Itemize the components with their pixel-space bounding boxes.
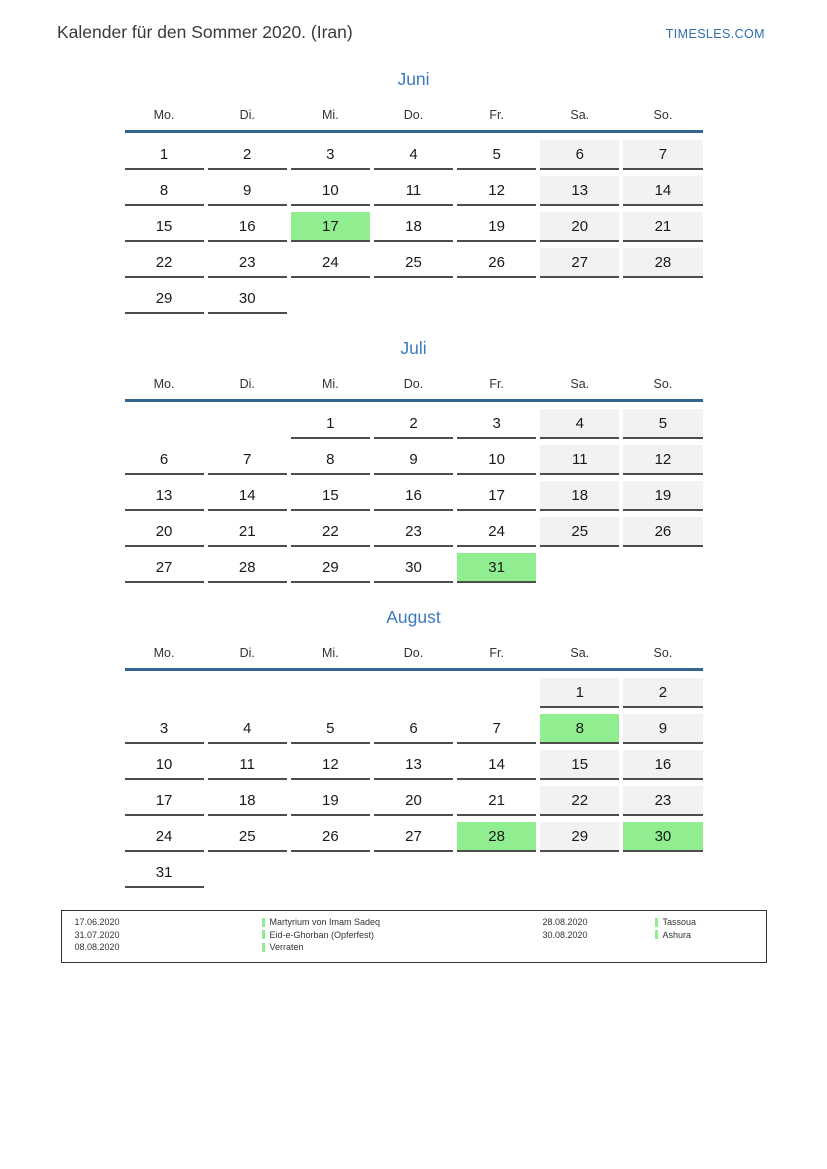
month-title: August <box>386 607 441 627</box>
day-cell: 30 <box>208 284 287 314</box>
legend-date: 31.07.2020 <box>74 929 120 940</box>
legend-label: Verraten <box>269 942 304 952</box>
weekday-label: Di. <box>239 377 255 391</box>
day-cell: 5 <box>457 140 536 170</box>
day-cell: 24 <box>291 248 370 278</box>
day-cell: 22 <box>291 517 370 547</box>
weekday-label: Fr. <box>489 646 504 660</box>
watermark-link[interactable]: TIMESLES.COM <box>665 27 765 41</box>
weekday-label: Di. <box>239 108 255 122</box>
day-cell: 9 <box>623 714 702 744</box>
legend-item <box>262 929 543 942</box>
day-cell-empty <box>208 678 287 708</box>
day-cell: 23 <box>374 517 453 547</box>
day-cell: 4 <box>374 140 453 170</box>
day-cell-holiday: 17 <box>291 212 370 242</box>
day-cell-holiday: 8 <box>540 714 619 744</box>
legend-items-right <box>655 916 754 954</box>
day-cell: 3 <box>291 140 370 170</box>
weekday-label: Mi. <box>322 108 339 122</box>
weekday-label: Di. <box>239 646 255 660</box>
legend-label: Ashura <box>662 929 692 940</box>
day-cell: 12 <box>291 750 370 780</box>
day-cell: 14 <box>457 750 536 780</box>
day-cell: 18 <box>540 481 619 511</box>
weekday-label: Mi. <box>322 377 339 391</box>
day-cell: 17 <box>125 786 204 816</box>
page-title: Kalender für den Sommer 2020. (Iran) <box>57 22 353 42</box>
month-juni <box>125 67 703 314</box>
day-cell: 3 <box>125 714 204 744</box>
legend-item <box>262 916 543 929</box>
month-title: Juni <box>397 69 430 89</box>
day-cell: 18 <box>208 786 287 816</box>
day-cell: 14 <box>208 481 287 511</box>
day-cell: 4 <box>208 714 287 744</box>
day-cell: 28 <box>623 248 702 278</box>
holiday-marker-icon <box>655 930 658 939</box>
day-cell: 1 <box>540 678 619 708</box>
header <box>0 0 827 43</box>
day-cell: 16 <box>208 212 287 242</box>
day-cell: 5 <box>623 409 702 439</box>
month-juli <box>125 336 703 583</box>
month-grid <box>125 409 703 583</box>
day-cell: 6 <box>374 714 453 744</box>
day-cell: 27 <box>374 822 453 852</box>
holiday-marker-icon <box>262 918 265 927</box>
day-cell: 25 <box>208 822 287 852</box>
weekday-header-row <box>125 645 703 671</box>
day-cell: 14 <box>623 176 702 206</box>
weekday-label: Mi. <box>322 646 339 660</box>
legend-item <box>655 916 754 929</box>
legend-label: Tassoua <box>662 917 697 927</box>
day-cell: 2 <box>623 678 702 708</box>
day-cell: 5 <box>291 714 370 744</box>
legend-date: 17.06.2020 <box>74 917 120 927</box>
day-cell: 7 <box>623 140 702 170</box>
day-cell: 12 <box>457 176 536 206</box>
day-cell: 28 <box>208 553 287 583</box>
legend-date: 30.08.2020 <box>542 929 588 940</box>
day-cell: 16 <box>374 481 453 511</box>
day-cell: 22 <box>540 786 619 816</box>
day-cell-empty <box>125 678 204 708</box>
weekday-header-row <box>125 376 703 402</box>
weekday-label: Sa. <box>570 377 590 391</box>
day-cell-empty <box>125 409 204 439</box>
day-cell-holiday: 31 <box>457 553 536 583</box>
day-cell: 22 <box>125 248 204 278</box>
legend-date: 08.08.2020 <box>74 942 120 952</box>
day-cell: 20 <box>374 786 453 816</box>
day-cell: 1 <box>125 140 204 170</box>
day-cell: 29 <box>540 822 619 852</box>
day-cell-empty <box>457 678 536 708</box>
weekday-label: So. <box>653 646 673 660</box>
weekday-label: So. <box>653 108 673 122</box>
day-cell-empty <box>291 678 370 708</box>
day-cell: 26 <box>623 517 702 547</box>
day-cell: 23 <box>208 248 287 278</box>
weekday-label: Fr. <box>489 377 504 391</box>
day-cell: 6 <box>540 140 619 170</box>
day-cell: 11 <box>540 445 619 475</box>
weekday-label: So. <box>653 377 673 391</box>
legend-box <box>61 910 767 963</box>
day-cell: 11 <box>374 176 453 206</box>
weekday-label: Mo. <box>153 646 175 660</box>
holiday-marker-icon <box>262 930 265 939</box>
day-cell: 24 <box>457 517 536 547</box>
months <box>0 67 827 888</box>
weekday-label: Mo. <box>153 377 175 391</box>
day-cell: 4 <box>540 409 619 439</box>
day-cell: 12 <box>623 445 702 475</box>
weekday-label: Sa. <box>570 646 590 660</box>
legend-item <box>655 929 754 942</box>
month-grid <box>125 678 703 888</box>
legend-dates-right <box>543 916 655 954</box>
day-cell: 13 <box>374 750 453 780</box>
month-title: Juli <box>400 338 427 358</box>
day-cell: 9 <box>208 176 287 206</box>
day-cell: 30 <box>374 553 453 583</box>
day-cell: 21 <box>457 786 536 816</box>
day-cell: 17 <box>457 481 536 511</box>
day-cell: 6 <box>125 445 204 475</box>
day-cell: 1 <box>291 409 370 439</box>
day-cell: 29 <box>291 553 370 583</box>
day-cell: 7 <box>208 445 287 475</box>
day-cell: 24 <box>125 822 204 852</box>
day-cell: 2 <box>374 409 453 439</box>
day-cell: 8 <box>291 445 370 475</box>
weekday-label: Do. <box>403 377 424 391</box>
legend-dates-left <box>75 916 262 954</box>
weekday-label: Mo. <box>153 108 175 122</box>
day-cell: 31 <box>125 858 204 888</box>
day-cell: 27 <box>125 553 204 583</box>
day-cell: 18 <box>374 212 453 242</box>
day-cell: 16 <box>623 750 702 780</box>
day-cell: 7 <box>457 714 536 744</box>
day-cell-empty <box>208 409 287 439</box>
weekday-label: Do. <box>403 108 424 122</box>
day-cell-holiday: 30 <box>623 822 702 852</box>
day-cell: 11 <box>208 750 287 780</box>
day-cell: 20 <box>540 212 619 242</box>
day-cell: 21 <box>623 212 702 242</box>
day-cell: 13 <box>125 481 204 511</box>
day-cell: 15 <box>540 750 619 780</box>
legend-label: Martyrium von Imam Sadeq <box>269 917 381 927</box>
day-cell: 29 <box>125 284 204 314</box>
holiday-marker-icon <box>262 943 265 952</box>
day-cell: 3 <box>457 409 536 439</box>
holiday-marker-icon <box>655 918 658 927</box>
day-cell: 21 <box>208 517 287 547</box>
month-grid <box>125 140 703 314</box>
day-cell: 9 <box>374 445 453 475</box>
day-cell: 25 <box>374 248 453 278</box>
day-cell: 15 <box>291 481 370 511</box>
day-cell: 27 <box>540 248 619 278</box>
day-cell: 25 <box>540 517 619 547</box>
legend-label: Eid-e-Ghorban (Opferfest) <box>269 929 375 940</box>
day-cell: 19 <box>291 786 370 816</box>
weekday-label: Sa. <box>570 108 590 122</box>
day-cell: 19 <box>623 481 702 511</box>
day-cell: 23 <box>623 786 702 816</box>
weekday-header-row <box>125 107 703 133</box>
weekday-label: Do. <box>403 646 424 660</box>
day-cell: 19 <box>457 212 536 242</box>
day-cell: 20 <box>125 517 204 547</box>
day-cell: 26 <box>457 248 536 278</box>
day-cell-empty <box>374 678 453 708</box>
day-cell: 2 <box>208 140 287 170</box>
day-cell: 10 <box>125 750 204 780</box>
legend-date: 28.08.2020 <box>542 917 588 927</box>
day-cell: 8 <box>125 176 204 206</box>
month-august <box>125 605 703 888</box>
legend-item <box>262 941 543 954</box>
day-cell: 26 <box>291 822 370 852</box>
weekday-label: Fr. <box>489 108 504 122</box>
day-cell-holiday: 28 <box>457 822 536 852</box>
day-cell: 15 <box>125 212 204 242</box>
day-cell: 10 <box>291 176 370 206</box>
day-cell: 10 <box>457 445 536 475</box>
day-cell: 13 <box>540 176 619 206</box>
legend-items-left <box>262 916 543 954</box>
